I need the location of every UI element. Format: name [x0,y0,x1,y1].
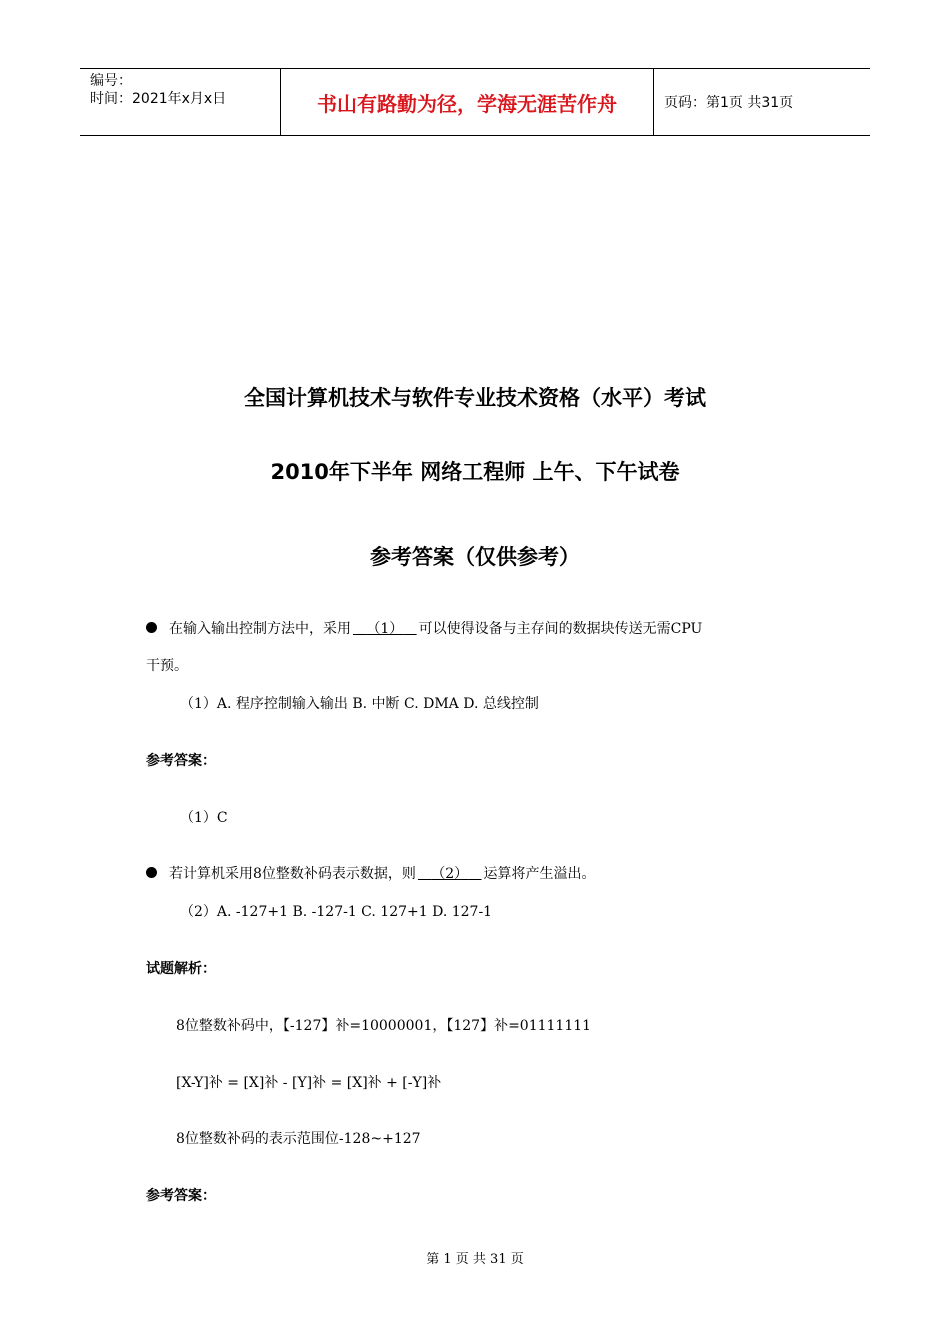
page-footer: 第 1 页 共 31 页 [426,1252,524,1267]
q1-text-before: 在输入输出控制方法中，采用 [169,621,351,637]
q2-analysis-2: [X-Y]补 = [X]补 - [Y]补 = [X]补 + [-Y]补 [176,1075,442,1091]
q1-text-after: 可以使得设备与主存间的数据块传送无需CPU [418,621,703,637]
header-page-info: 页码：第1页 共31页 [664,95,794,111]
q2-answer-label: 参考答案： [146,1188,216,1204]
question-2 [146,863,596,883]
number-label: 编号： [90,73,132,89]
bullet-icon [146,867,157,878]
q2-blank [416,866,484,882]
q1-blank-label: （1） [366,621,404,637]
q2-analysis-label: 试题解析： [146,961,216,977]
header-motto: 书山有路勤为径，学海无涯苦作舟 [281,69,654,135]
q1-answer: （1）C [180,810,228,826]
q2-text-before: 若计算机采用8位整数补码表示数据，则 [169,866,416,882]
q2-text-after: 运算将产生溢出。 [483,866,596,882]
q2-analysis-3: 8位整数补码的表示范围位-128~+127 [176,1131,421,1147]
doc-title-line2: 2010年下半年 网络工程师 上午、下午试卷 [270,460,680,484]
page-header [80,68,870,136]
doc-title-line1: 全国计算机技术与软件专业技术资格（水平）考试 [244,386,706,410]
header-meta [80,69,281,135]
q1-answer-label: 参考答案： [146,753,216,769]
q2-blank-label: （2） [431,866,469,882]
q2-options: （2）A. -127+1 B. -127-1 C. 127+1 D. 127-1 [180,904,493,920]
doc-title-line3: 参考答案（仅供参考） [370,545,580,569]
time-label: 时间：2021年x月x日 [90,91,227,107]
question-1 [146,618,702,638]
q2-analysis-1: 8位整数补码中，【-127】补=10000001，【127】补=01111111 [176,1018,592,1034]
q1-options: （1）A. 程序控制输入输出 B. 中断 C. DMA D. 总线控制 [180,696,539,712]
bullet-icon [146,622,157,633]
q1-blank [351,621,419,637]
q1-text-wrap: 干预。 [146,658,188,674]
